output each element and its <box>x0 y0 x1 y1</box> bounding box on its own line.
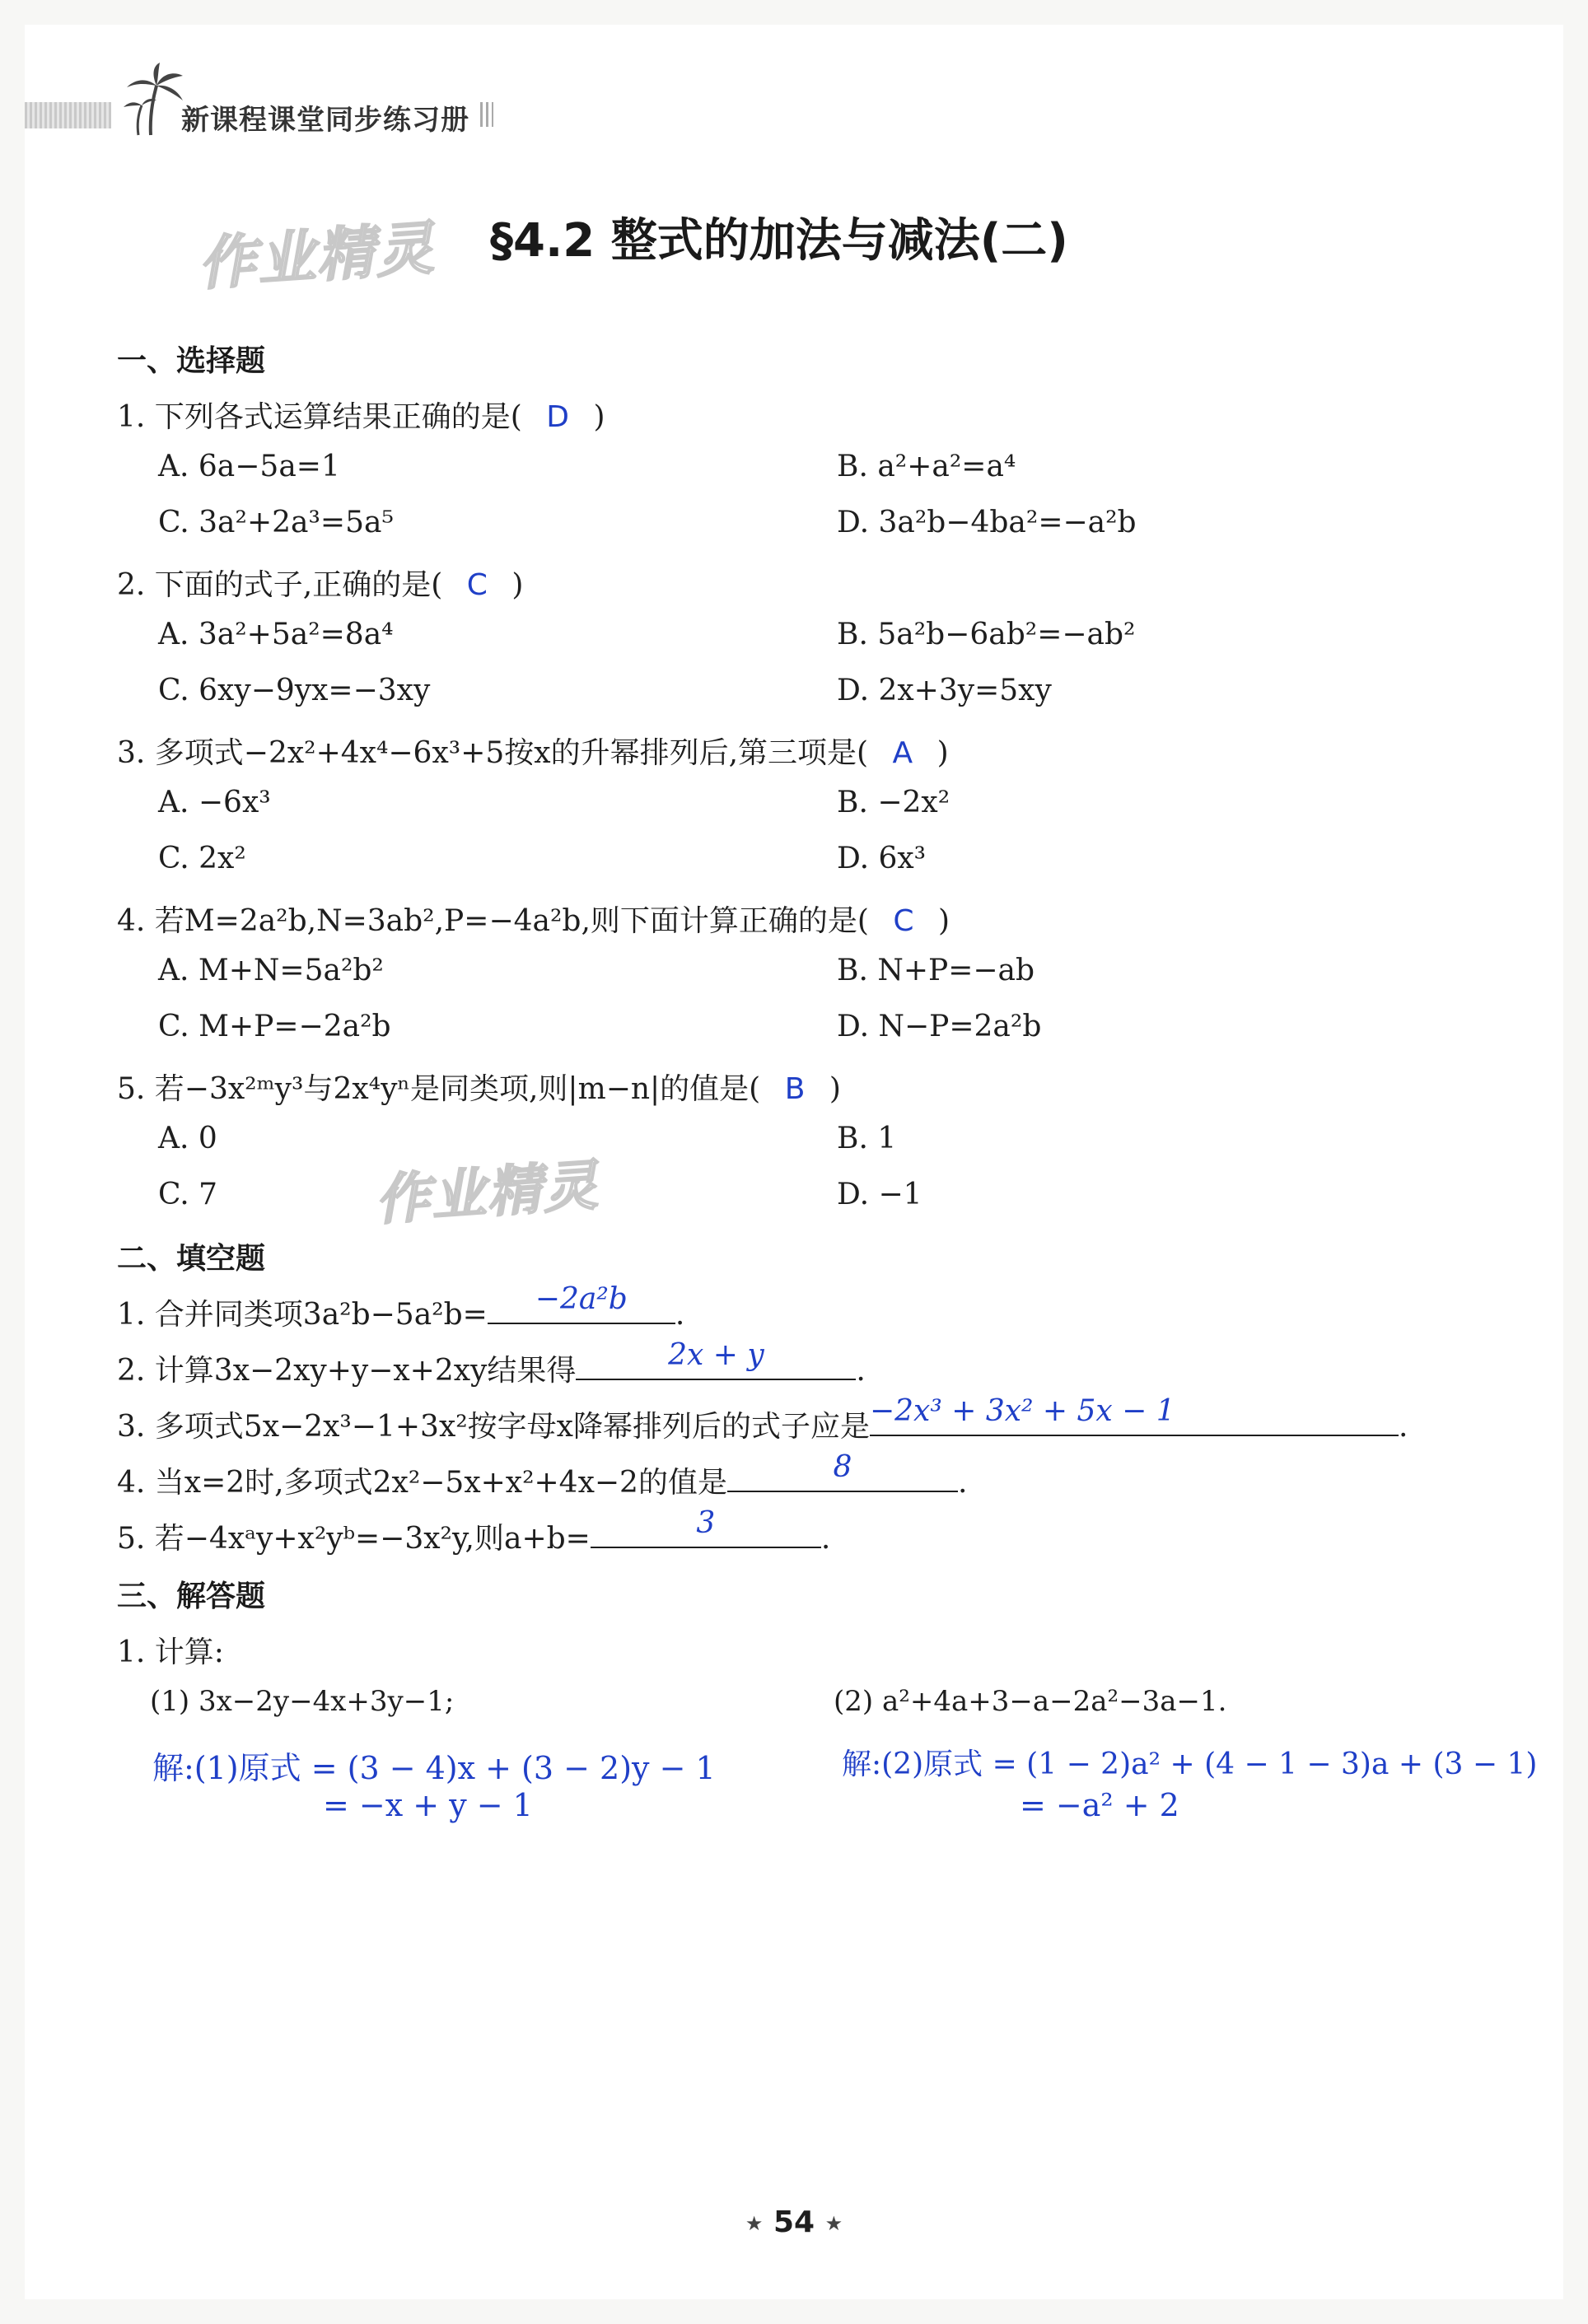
question-stem: 4. 若M=2a²b,N=3ab²,P=−4a²b,则下面计算正确的是( <box>117 904 869 938</box>
answer-blank <box>576 1338 856 1380</box>
paren-close: ) <box>938 904 950 938</box>
option-b: B. N+P=−ab <box>837 954 1035 987</box>
answer-mark: C <box>466 568 488 602</box>
option-c: C. 3a²+2a³=5a⁵ <box>158 506 394 539</box>
answer-text: 8 <box>833 1450 852 1484</box>
paren-close: ) <box>936 736 949 770</box>
fill-question-2 <box>117 1338 866 1389</box>
answer-blank <box>488 1282 675 1324</box>
fill-question-1 <box>117 1282 685 1333</box>
question-stem: 5. 若−4xᵃy+x²yᵇ=−3x²y,则a+b= <box>117 1522 591 1556</box>
section-heading-choice: 一、选择题 <box>117 344 266 378</box>
palm-tree-icon <box>114 63 188 137</box>
star-icon: ★ <box>824 2212 843 2235</box>
section-heading-solve: 三、解答题 <box>117 1580 266 1613</box>
fill-question-3 <box>117 1394 1408 1445</box>
option-a: A. 6a−5a=1 <box>158 450 340 483</box>
option-d: D. N−P=2a²b <box>837 1010 1042 1043</box>
option-a: A. M+N=5a²b² <box>158 954 384 987</box>
page-number: 54 <box>773 2205 815 2239</box>
option-c: C. 7 <box>158 1178 218 1211</box>
series-title: 新课程课堂同步练习册 <box>181 104 469 137</box>
handwritten-solution-1-line-2: = −x + y − 1 <box>323 1787 533 1823</box>
sub-question-2: (2) a²+4a+3−a−2a²−3a−1. <box>834 1685 1227 1718</box>
option-d: D. −1 <box>837 1178 922 1211</box>
question-5-stem <box>117 1066 841 1108</box>
option-d: D. 2x+3y=5xy <box>837 674 1052 707</box>
header-stripes <box>25 102 111 128</box>
star-icon: ★ <box>745 2212 764 2235</box>
handwritten-solution-1-line-1: 解:(1)原式 = (3 − 4)x + (3 − 2)y − 1 <box>152 1750 716 1786</box>
option-d: D. 6x³ <box>837 842 927 875</box>
question-4-stem <box>117 898 950 940</box>
option-b: B. −2x² <box>837 786 950 819</box>
question-stem: 1. 下列各式运算结果正确的是( <box>117 400 522 434</box>
paren-close: ) <box>829 1072 841 1106</box>
question-stem: 1. 合并同类项3a²b−5a²b= <box>117 1298 488 1332</box>
answer-blank <box>727 1450 958 1492</box>
answer-text: 2x + y <box>668 1338 764 1372</box>
option-a: A. 0 <box>158 1122 217 1155</box>
question-2-stem <box>117 562 523 604</box>
solve-question-1: 1. 计算: <box>117 1636 224 1669</box>
option-c: C. 6xy−9yx=−3xy <box>158 674 431 707</box>
answer-text: 3 <box>696 1506 716 1540</box>
answer-mark: B <box>784 1072 806 1106</box>
answer-blank <box>869 1394 1399 1436</box>
period: . <box>1398 1410 1408 1444</box>
question-stem: 3. 多项式−2x²+4x⁴−6x³+5按x的升幂排列后,第三项是( <box>117 736 869 770</box>
period: . <box>856 1354 866 1388</box>
option-b: B. 1 <box>837 1122 897 1155</box>
option-c: C. 2x² <box>158 842 246 875</box>
question-stem: 5. 若−3x²ᵐy³与2x⁴yⁿ是同类项,则|m−n|的值是( <box>117 1072 761 1106</box>
question-stem: 2. 计算3x−2xy+y−x+2xy结果得 <box>117 1354 577 1388</box>
period: . <box>675 1298 685 1332</box>
sub-question-1: (1) 3x−2y−4x+3y−1; <box>150 1685 455 1718</box>
period: . <box>820 1522 831 1556</box>
page-number-footer <box>0 2205 1588 2239</box>
fill-question-5 <box>117 1506 831 1557</box>
fill-question-4 <box>117 1450 968 1501</box>
option-d: D. 3a²b−4ba²=−a²b <box>837 506 1137 539</box>
option-c: C. M+P=−2a²b <box>158 1010 391 1043</box>
period: . <box>957 1466 968 1500</box>
answer-text: −2a²b <box>535 1282 628 1316</box>
watermark: 作业精灵 <box>195 214 437 298</box>
paren-close: ) <box>593 400 605 434</box>
answer-mark: C <box>893 904 914 938</box>
handwritten-solution-2-line-1: 解:(2)原式 = (1 − 2)a² + (4 − 1 − 3)a + (3 − 1) <box>842 1748 1538 1781</box>
answer-mark: D <box>546 400 570 434</box>
answer-blank <box>591 1506 821 1548</box>
section-heading-fill: 二、填空题 <box>117 1242 266 1276</box>
watermark: 作业精灵 <box>373 1153 601 1233</box>
header-bars <box>480 102 493 127</box>
paren-close: ) <box>511 568 524 602</box>
header <box>25 91 486 140</box>
answer-text: −2x³ + 3x² + 5x − 1 <box>869 1394 1175 1428</box>
handwritten-solution-2-line-2: = −a² + 2 <box>1020 1787 1179 1823</box>
question-3-stem <box>117 730 949 772</box>
page-title: §4.2 整式的加法与减法(二) <box>490 214 1068 268</box>
option-a: A. 3a²+5a²=8a⁴ <box>158 618 394 651</box>
option-a: A. −6x³ <box>158 786 271 819</box>
question-stem: 2. 下面的式子,正确的是( <box>117 568 443 602</box>
question-1-stem <box>117 394 605 436</box>
option-b: B. a²+a²=a⁴ <box>837 450 1016 483</box>
option-b: B. 5a²b−6ab²=−ab² <box>837 618 1136 651</box>
question-stem: 3. 多项式5x−2x³−1+3x²按字母x降幂排列后的式子应是 <box>117 1410 870 1444</box>
question-stem: 4. 当x=2时,多项式2x²−5x+x²+4x−2的值是 <box>117 1466 727 1500</box>
answer-mark: A <box>892 736 913 770</box>
